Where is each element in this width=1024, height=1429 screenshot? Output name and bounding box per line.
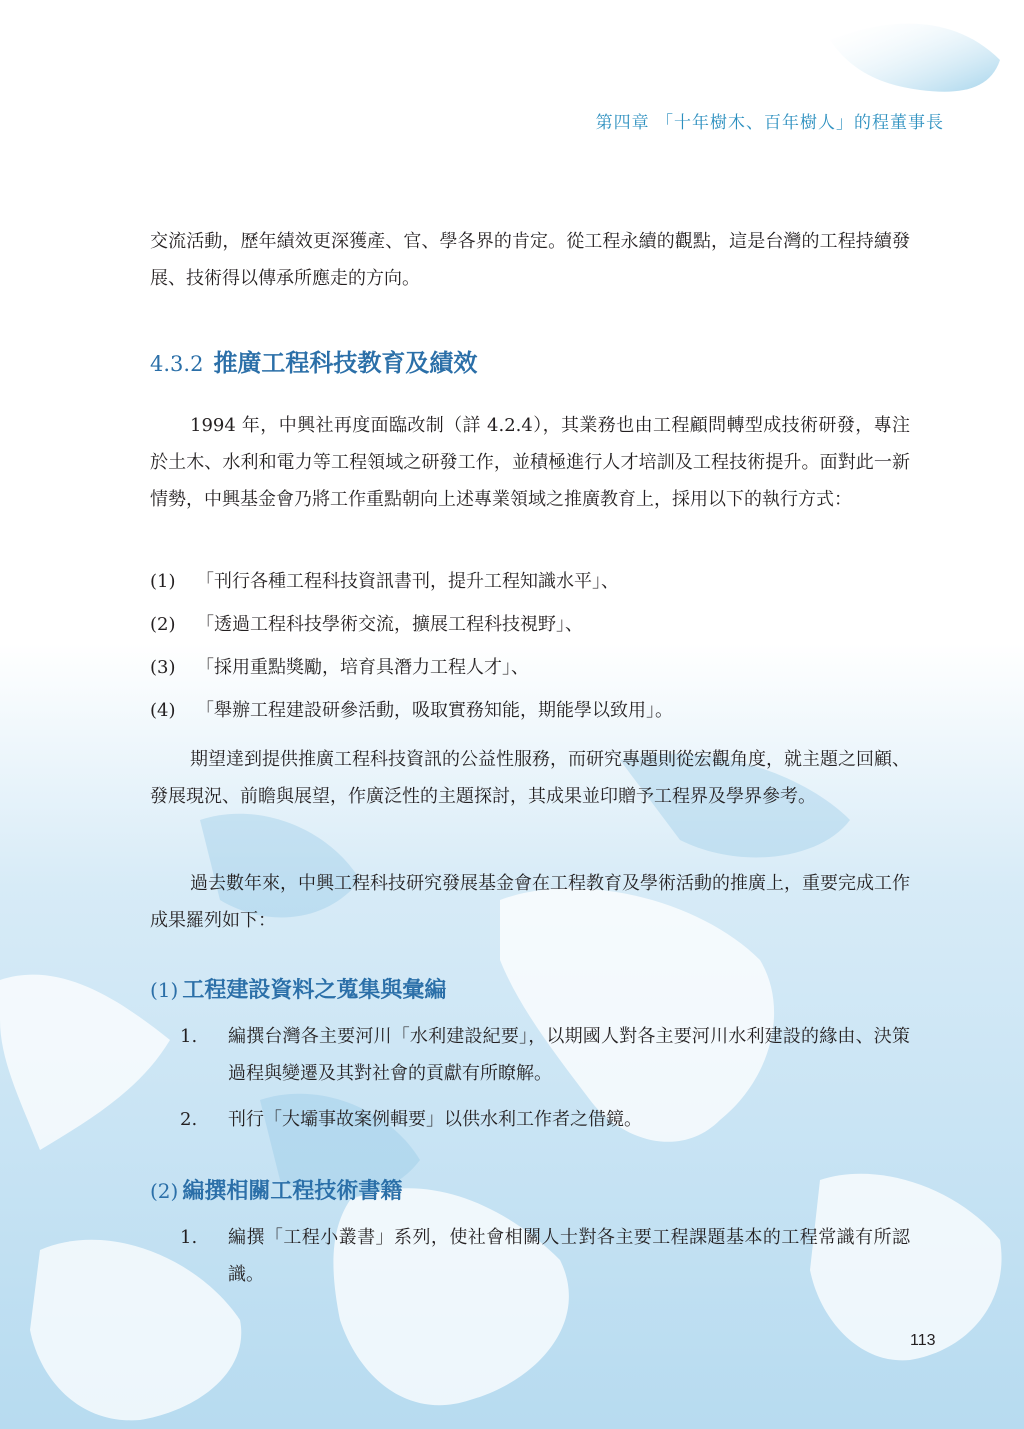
numbered-item: [180, 1219, 910, 1293]
section-number: 4.3.2: [150, 352, 204, 376]
item-text: 編撰台灣各主要河川「水利建設紀要」，以期國人對各主要河川水利建設的緣由、決策過程與變遷及其對社會的貢獻有所瞭解。: [228, 1026, 910, 1084]
page-number: 113: [910, 1332, 936, 1349]
paragraph-2: 期望達到提供推廣工程科技資訊的公益性服務，而研究專題則從宏觀角度，就主題之回顧、發展現況、前瞻與展望，作廣泛性的主題探討，其成果並印贈予工程界及學界參考。: [150, 749, 910, 807]
method-marker: (1): [150, 571, 176, 592]
subsection-1-number: (1): [150, 978, 179, 1002]
subsection-2-heading: [150, 1174, 402, 1205]
item-text: 編撰「工程小叢書」系列，使社會相關人士對各主要工程課題基本的工程常識有所認識。: [228, 1227, 910, 1285]
item-marker: 1.: [180, 1026, 198, 1047]
method-marker: (4): [150, 700, 176, 721]
numbered-item: [180, 1101, 910, 1138]
subsection-1-heading: [150, 973, 446, 1004]
method-marker: (3): [150, 657, 176, 678]
method-text: 「舉辦工程建設研參活動，吸取實務知能，期能學以致用」。: [196, 700, 673, 721]
chapter-header: 第四章 「十年樹木、百年樹人」的程董事長: [595, 113, 944, 133]
item-text: 刊行「大壩事故案例輯要」以供水利工作者之借鏡。: [228, 1109, 642, 1130]
paragraph-1: 1994 年，中興社再度面臨改制（詳 4.2.4），其業務也由工程顧問轉型成技術研發，專注於土木、水利和電力等工程領域之研發工作，並積極進行人才培訓及工程技術提升。面對此一新情勢，中興基金會乃將工作重點朝向上述專業領域之推廣教育上，採用以下的執行方式：: [150, 415, 910, 510]
section-heading: [150, 343, 477, 378]
method-text: 「刊行各種工程科技資訊書刊，提升工程知識水平」、: [196, 571, 619, 592]
method-marker: (2): [150, 614, 176, 635]
method-item: [150, 606, 910, 643]
section-title: 推廣工程科技教育及績效: [213, 349, 478, 377]
item-marker: 2.: [180, 1109, 198, 1130]
intro-paragraph: 交流活動，歷年績效更深獲產、官、學各界的肯定。從工程永續的觀點，這是台灣的工程持續發展、技術得以傳承所應走的方向。: [150, 231, 910, 289]
numbered-item: [180, 1018, 910, 1092]
method-item: [150, 563, 910, 600]
method-text: 「透過工程科技學術交流，擴展工程科技視野」、: [196, 614, 583, 635]
subsection-1-title: 工程建設資料之蒐集與彙編: [182, 978, 447, 1003]
paragraph-3: 過去數年來，中興工程科技研究發展基金會在工程教育及學術活動的推廣上，重要完成工作成果羅列如下：: [150, 873, 910, 931]
subsection-2-number: (2): [150, 1179, 179, 1203]
subsection-2-title: 編撰相關工程技術書籍: [182, 1179, 403, 1204]
method-item: [150, 692, 910, 729]
method-text: 「採用重點獎勵，培育具潛力工程人才」、: [196, 657, 529, 678]
item-marker: 1.: [180, 1227, 198, 1248]
method-item: [150, 649, 910, 686]
